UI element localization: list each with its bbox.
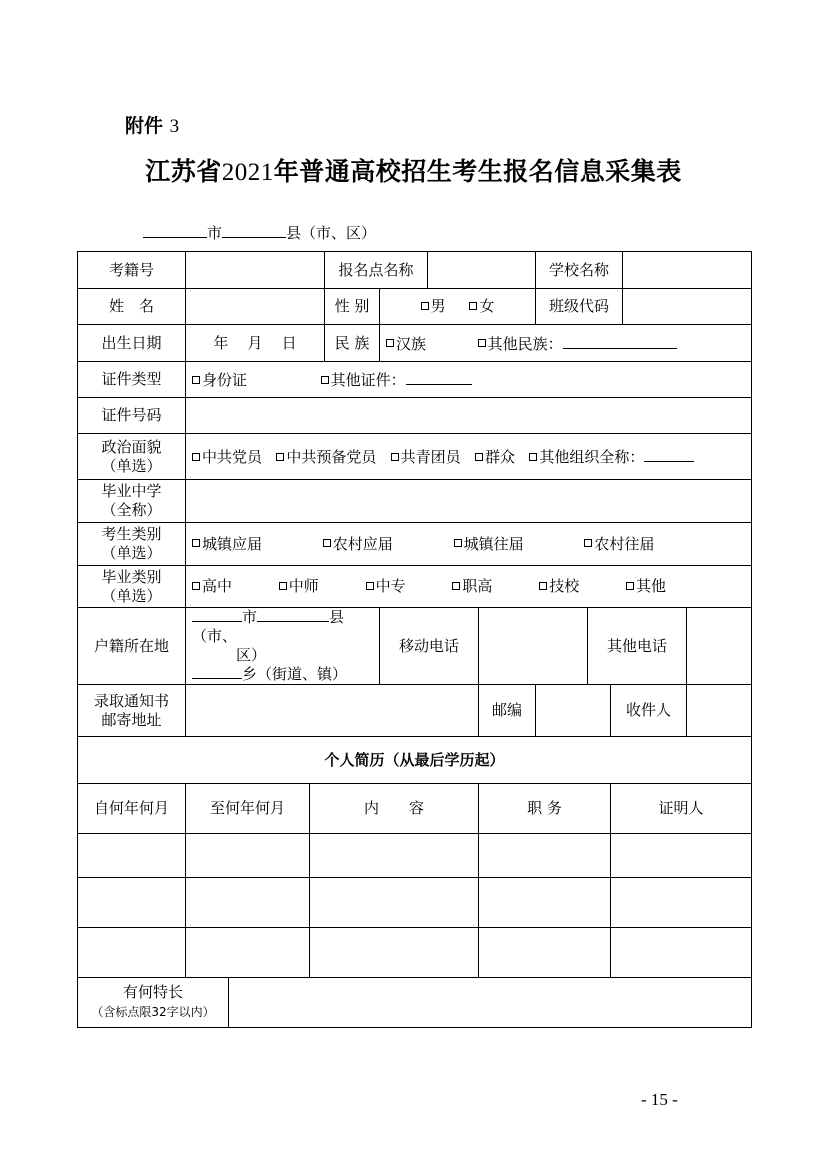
resume-cell[interactable] [78, 928, 186, 978]
ethnicity-label: 民 族 [325, 325, 380, 362]
exam-id-label: 考籍号 [78, 252, 186, 289]
other-org-blank[interactable] [644, 446, 694, 462]
city-blank[interactable] [143, 223, 207, 238]
pol-option-4[interactable]: 群众 [475, 448, 515, 466]
ethnicity-options [380, 325, 752, 362]
registration-form [77, 251, 752, 1028]
candidate-type-options [186, 523, 752, 566]
attachment-label: 附件 3 [125, 115, 180, 137]
resume-content-header: 内 容 [310, 784, 479, 834]
cand-option-3[interactable]: 城镇往届 [454, 535, 524, 553]
pol-option-2[interactable]: 中共预备党员 [276, 448, 376, 466]
resume-cell[interactable] [479, 928, 611, 978]
region-line: 市 县（市、区） [143, 222, 376, 243]
id-number-field[interactable] [186, 398, 752, 434]
resume-cell[interactable] [310, 878, 479, 928]
political-label: 政治面貌 （单选） [78, 434, 186, 480]
resume-witness-header: 证明人 [611, 784, 752, 834]
specialty-field[interactable] [229, 978, 752, 1028]
postcode-field[interactable] [536, 685, 611, 737]
reg-site-label: 报名点名称 [325, 252, 428, 289]
grad-school-label: 毕业中学 （全称） [78, 480, 186, 523]
grad-option-5[interactable]: 技校 [539, 577, 579, 595]
hukou-label: 户籍所在地 [78, 608, 186, 685]
resume-to-header: 至何年何月 [186, 784, 310, 834]
pol-option-1[interactable]: 中共党员 [192, 448, 262, 466]
resume-title: 个人简历（从最后学历起） [78, 737, 752, 784]
grad-option-1[interactable]: 高中 [192, 577, 232, 595]
cand-option-2[interactable]: 农村应届 [323, 535, 393, 553]
resume-cell[interactable] [310, 928, 479, 978]
grad-option-4[interactable]: 职高 [452, 577, 492, 595]
resume-cell[interactable] [78, 878, 186, 928]
grad-option-2[interactable]: 中师 [279, 577, 319, 595]
name-field[interactable] [186, 289, 325, 325]
class-code-field[interactable] [623, 289, 752, 325]
recipient-field[interactable] [687, 685, 752, 737]
grad-type-label: 毕业类别 （单选） [78, 566, 186, 608]
grad-option-3[interactable]: 中专 [366, 577, 406, 595]
han-checkbox[interactable]: 汉族 [386, 335, 426, 353]
other-phone-label: 其他电话 [588, 608, 687, 685]
resume-from-header: 自何年何月 [78, 784, 186, 834]
name-label: 姓 名 [78, 289, 186, 325]
grad-school-field[interactable] [186, 480, 752, 523]
grad-type-options [186, 566, 752, 608]
id-number-label: 证件号码 [78, 398, 186, 434]
resume-row [78, 878, 752, 928]
cand-option-1[interactable]: 城镇应届 [192, 535, 262, 553]
female-checkbox[interactable]: 女 [469, 297, 494, 315]
class-code-label: 班级代码 [536, 289, 623, 325]
pol-option-3[interactable]: 共青团员 [391, 448, 461, 466]
grad-option-6[interactable]: 其他 [626, 577, 666, 595]
resume-cell[interactable] [611, 928, 752, 978]
page-number: - 15 - [641, 1090, 678, 1109]
resume-cell[interactable] [186, 834, 310, 878]
reg-site-field[interactable] [428, 252, 536, 289]
resume-cell[interactable] [186, 928, 310, 978]
school-field[interactable] [623, 252, 752, 289]
specialty-label: 有何特长 （含标点限32字以内） [78, 978, 229, 1028]
postcode-label: 邮编 [479, 685, 536, 737]
mobile-label: 移动电话 [380, 608, 479, 685]
pol-option-5[interactable]: 其他组织全称： [529, 448, 644, 466]
birth-field[interactable]: 年 月 日 [186, 325, 325, 362]
hukou-field[interactable]: 市 县（市、 区） 乡（街道、镇） [186, 608, 380, 685]
candidate-type-label: 考生类别 （单选） [78, 523, 186, 566]
mobile-field[interactable] [479, 608, 588, 685]
other-id-blank[interactable] [406, 369, 472, 385]
gender-options [380, 289, 536, 325]
other-ethnicity-checkbox[interactable]: 其他民族： [478, 335, 563, 353]
page-title: 江苏省2021年普通高校招生考生报名信息采集表 [145, 157, 682, 186]
recipient-label: 收件人 [611, 685, 687, 737]
resume-cell[interactable] [186, 878, 310, 928]
resume-cell[interactable] [479, 834, 611, 878]
resume-row [78, 834, 752, 878]
political-options [186, 434, 752, 480]
gender-label: 性 别 [325, 289, 380, 325]
school-label: 学校名称 [536, 252, 623, 289]
other-phone-field[interactable] [687, 608, 752, 685]
mail-address-label: 录取通知书 邮寄地址 [78, 685, 186, 737]
male-checkbox[interactable]: 男 [421, 297, 446, 315]
mail-address-field[interactable] [186, 685, 479, 737]
id-type-label: 证件类型 [78, 362, 186, 398]
other-ethnicity-blank[interactable] [563, 333, 677, 349]
resume-cell[interactable] [611, 834, 752, 878]
id-type-options [186, 362, 752, 398]
resume-position-header: 职 务 [479, 784, 611, 834]
county-blank[interactable] [222, 223, 286, 238]
resume-cell[interactable] [611, 878, 752, 928]
resume-cell[interactable] [479, 878, 611, 928]
resume-cell[interactable] [78, 834, 186, 878]
id-card-checkbox[interactable]: 身份证 [192, 371, 247, 389]
resume-row [78, 928, 752, 978]
other-id-checkbox[interactable]: 其他证件： [321, 371, 406, 389]
exam-id-field[interactable] [186, 252, 325, 289]
resume-cell[interactable] [310, 834, 479, 878]
cand-option-4[interactable]: 农村往届 [584, 535, 654, 553]
birth-label: 出生日期 [78, 325, 186, 362]
